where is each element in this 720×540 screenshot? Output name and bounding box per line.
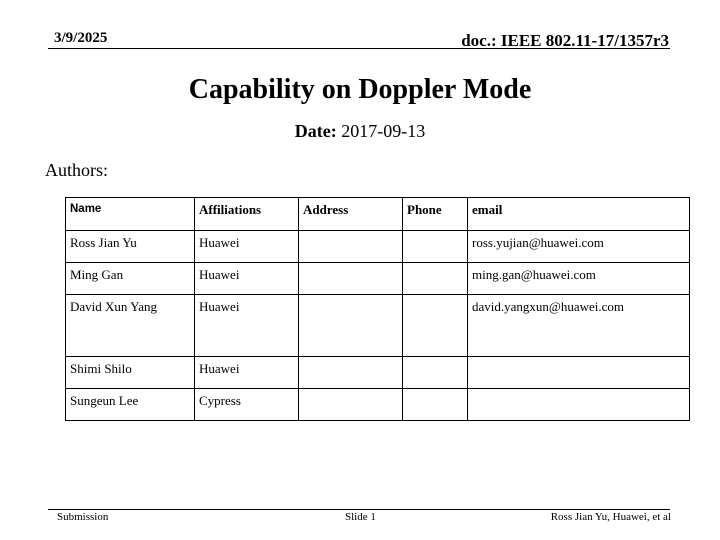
cell-address bbox=[299, 263, 403, 295]
date-value: 2017-09-13 bbox=[341, 121, 426, 141]
cell-phone bbox=[403, 263, 468, 295]
date-line bbox=[0, 121, 720, 142]
cell-name: Sungeun Lee bbox=[66, 389, 195, 421]
cell-affiliation: Huawei bbox=[195, 295, 299, 357]
cell-address bbox=[299, 231, 403, 263]
footer-submission: Submission bbox=[57, 511, 109, 523]
cell-phone bbox=[403, 231, 468, 263]
cell-address bbox=[299, 295, 403, 357]
header-address: Address bbox=[299, 198, 403, 231]
header-divider bbox=[48, 48, 670, 49]
cell-email: ming.gan@huawei.com bbox=[468, 263, 690, 295]
slide-title: Capability on Doppler Mode bbox=[188, 74, 532, 105]
footer-divider bbox=[48, 509, 670, 510]
cell-affiliation: Cypress bbox=[195, 389, 299, 421]
header-doc-id: doc.: IEEE 802.11-17/1357r3 bbox=[461, 31, 669, 50]
cell-name: Shimi Shilo bbox=[66, 357, 195, 389]
table-header-row bbox=[66, 198, 690, 231]
cell-name: Ross Jian Yu bbox=[66, 231, 195, 263]
date-label: Date: bbox=[294, 121, 337, 141]
header-name: Name bbox=[66, 198, 195, 231]
table-row bbox=[66, 389, 690, 421]
cell-address bbox=[299, 389, 403, 421]
table-row bbox=[66, 231, 690, 263]
footer-slide-number: Slide 1 bbox=[345, 511, 376, 523]
table-row bbox=[66, 295, 690, 357]
cell-name: Ming Gan bbox=[66, 263, 195, 295]
cell-email: ross.yujian@huawei.com bbox=[468, 231, 690, 263]
cell-phone bbox=[403, 295, 468, 357]
cell-name: David Xun Yang bbox=[66, 295, 195, 357]
header-date: 3/9/2025 bbox=[54, 30, 108, 46]
table-row bbox=[66, 357, 690, 389]
cell-address bbox=[299, 357, 403, 389]
cell-phone bbox=[403, 357, 468, 389]
authors-table bbox=[65, 197, 690, 421]
table-row bbox=[66, 263, 690, 295]
cell-email bbox=[468, 357, 690, 389]
cell-affiliation: Huawei bbox=[195, 357, 299, 389]
cell-phone bbox=[403, 389, 468, 421]
cell-affiliation: Huawei bbox=[195, 263, 299, 295]
authors-label: Authors: bbox=[45, 160, 108, 180]
cell-affiliation: Huawei bbox=[195, 231, 299, 263]
header-email: email bbox=[468, 198, 690, 231]
cell-email: david.yangxun@huawei.com bbox=[468, 295, 690, 357]
cell-email bbox=[468, 389, 690, 421]
header-phone: Phone bbox=[403, 198, 468, 231]
footer-authors: Ross Jian Yu, Huawei, et al bbox=[550, 511, 671, 523]
header-affiliations: Affiliations bbox=[195, 198, 299, 231]
